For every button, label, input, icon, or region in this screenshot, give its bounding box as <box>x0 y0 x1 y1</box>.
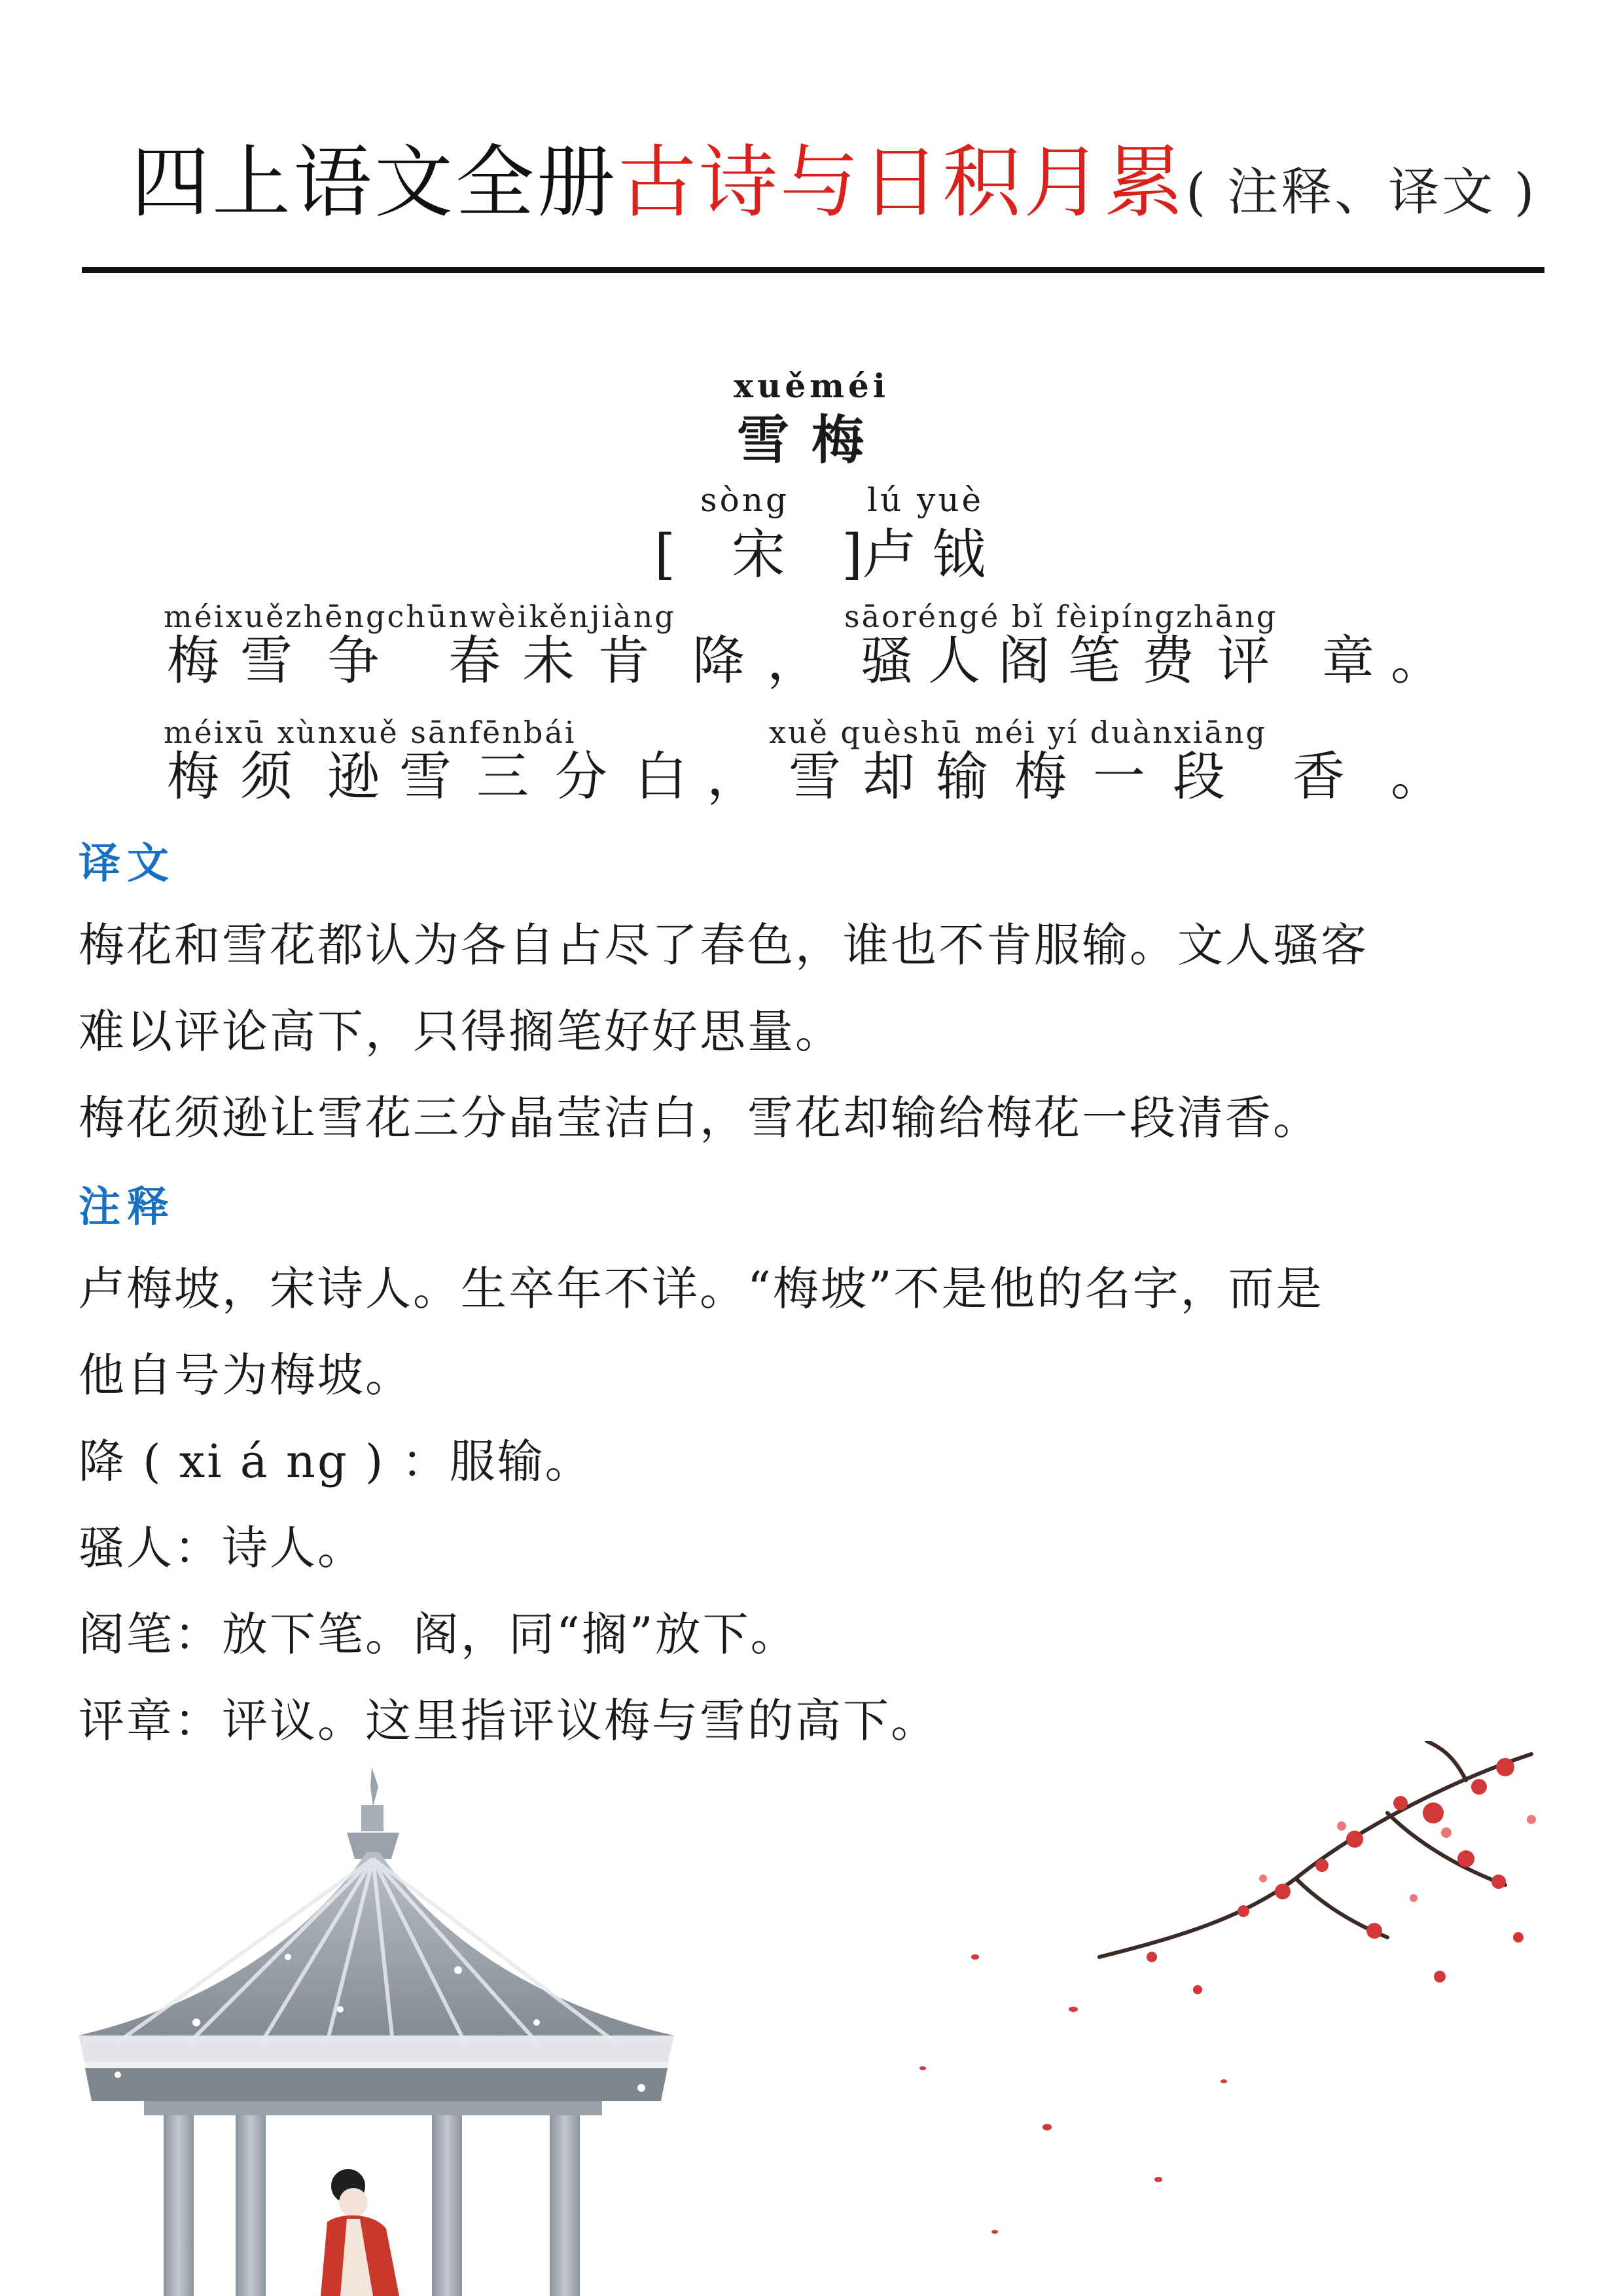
translation-line-3: 梅花须逊让雪花三分晶莹洁白，雪花却输给梅花一段清香。 <box>79 1091 1321 1145</box>
poem-char: 阁 <box>998 630 1050 691</box>
poem-line-2 <box>0 744 1623 810</box>
poem-char: 。 <box>1391 746 1443 807</box>
notes-line-3: 降 ( xi á ng ) ：服输。 <box>79 1435 593 1488</box>
poem-char: 骚 <box>861 630 913 691</box>
notes-line-5: 阁笔：放下笔。阁，同“搁”放下。 <box>79 1607 798 1661</box>
notes-line-6: 评章：评议。这里指评议梅与雪的高下。 <box>79 1694 938 1748</box>
notes-line-4: 骚人：诗人。 <box>79 1521 365 1575</box>
poem-char: 一 <box>1093 746 1145 807</box>
poem-title: 雪梅 <box>737 409 886 471</box>
notes-line-1: 卢梅坡，宋诗人。生卒年不详。“梅坡”不是他的名字，而是 <box>79 1262 1324 1316</box>
translation-heading: 译文 <box>79 839 175 888</box>
poem-char: 费 <box>1142 630 1194 691</box>
page-title-highlight: 古诗与日积月累 <box>618 137 1186 228</box>
poem-char: 未 <box>522 630 575 691</box>
notes-heading: 注释 <box>79 1183 175 1232</box>
poem-line-2-pinyin-a: méixū xùnxuě sānfēnbái <box>164 715 577 750</box>
poem-char: 争 <box>327 630 380 691</box>
poem-char: 。 <box>1391 630 1443 691</box>
poem-char: ， <box>767 630 819 691</box>
page-title-main: 四上语文全册 <box>131 137 618 228</box>
poem-char: 香 <box>1293 746 1345 807</box>
poem-title-pinyin: xuěméi <box>734 367 889 405</box>
poem-char: 降 <box>692 630 745 691</box>
poem-char: 人 <box>928 630 980 691</box>
dynasty: [ 宋 ] <box>654 524 883 586</box>
poem-char: 输 <box>936 746 988 807</box>
poem-char: ， <box>707 746 759 807</box>
poem-char: 须 <box>240 746 293 807</box>
poem-char: 分 <box>555 746 607 807</box>
poem-char: 评 <box>1217 630 1270 691</box>
page-title-suffix: ( 注释、译文 ) <box>1186 163 1537 222</box>
poem-char: 笔 <box>1068 630 1120 691</box>
poem-char: 三 <box>476 746 529 807</box>
poem-char: 梅 <box>1014 746 1067 807</box>
header-divider <box>82 267 1544 273</box>
poem-char: 逊 <box>327 746 380 807</box>
poem-char: 梅 <box>167 630 219 691</box>
poem-char: 章 <box>1322 630 1374 691</box>
poem-line-1-pinyin-b: sāoréngé bǐ fèipíngzhāng <box>844 599 1278 634</box>
poem-char: 梅 <box>167 746 219 807</box>
poem-char: 雪 <box>789 746 841 807</box>
poem-line-1-pinyin-a: méixuězhēngchūnwèikěnjiàng <box>164 599 676 634</box>
poem-char: 却 <box>863 746 915 807</box>
poem-char: 段 <box>1173 746 1225 807</box>
poem-char: 春 <box>448 630 501 691</box>
poem-char: 肯 <box>597 630 650 691</box>
translation-line-1: 梅花和雪花都认为各自占尽了春色，谁也不肯服输。文人骚客 <box>79 918 1368 972</box>
dynasty-pinyin: sòng <box>700 481 789 519</box>
poem-line-1 <box>0 628 1623 694</box>
falling-petals-illustration <box>883 1931 1538 2296</box>
poem-char: 雪 <box>399 746 452 807</box>
snowy-pavilion-illustration <box>65 1761 687 2296</box>
notes-line-2: 他自号为梅坡。 <box>79 1348 413 1402</box>
poem-char: 雪 <box>240 630 293 691</box>
poem-char: 白 <box>635 746 687 807</box>
poem-line-2-pinyin-b: xuě quèshū méi yí duànxiāng <box>769 715 1267 750</box>
author-pinyin: lú yuè <box>867 481 984 519</box>
page-title <box>131 131 1537 245</box>
author-name: 卢钺 <box>863 524 1002 586</box>
translation-line-2: 难以评论高下，只得搁笔好好思量。 <box>79 1005 843 1058</box>
